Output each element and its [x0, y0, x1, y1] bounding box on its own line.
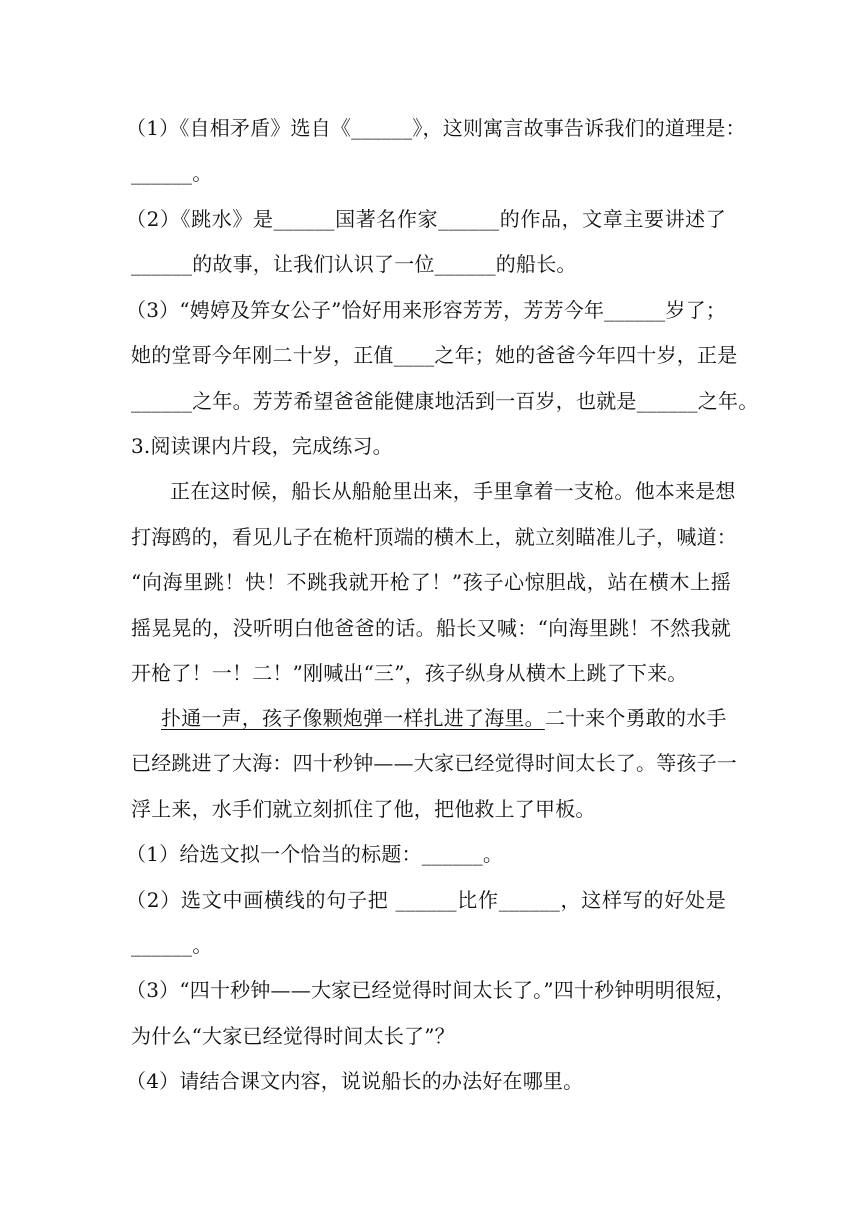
passage-paragraph-1-line-1: 正在这时候，船长从船舱里出来，手里拿着一支枪。他本来是想: [170, 479, 736, 503]
question-3-2-line: （2）选文中画横线的句子把 ______比作______，这样写的好处是: [126, 888, 726, 912]
underlined-sentence: 扑通一声，孩子像颗炮弹一样扎进了海里。: [161, 706, 545, 730]
question-1-3-line-2: 她的堂哥今年刚二十岁，正值____之年；她的爸爸今年四十岁，正是: [131, 343, 738, 367]
question-3-2-answer-blank: ______。: [131, 933, 213, 957]
question-1-2-line: （2）《跳水》是______国著名作家______的作品，文章主要讲述了: [126, 207, 726, 231]
question-1-3-line-3: ______之年。芳芳希望爸爸能健康地活到一百岁，也就是______之年。: [131, 389, 759, 413]
passage-paragraph-1-line-2: 打海鸥的，看见儿子在桅杆顶端的横木上，就立刻瞄准儿子，喊道：: [131, 525, 737, 549]
question-3-3-line: （3）“四十秒钟——大家已经觉得时间太长了。”四十秒钟明明很短，: [126, 978, 736, 1002]
question-1-2-line-continued: ______的故事，让我们认识了一位______的船长。: [131, 252, 577, 276]
section-3-heading: 3.阅读课内片段，完成练习。: [131, 434, 393, 458]
passage-paragraph-2-line-3: 浮上来，水手们就立刻抓住了他，把他救上了甲板。: [131, 797, 596, 821]
question-1-1-line: （1）《自相矛盾》选自《______》，这则寓言故事告诉我们的道理是：: [126, 116, 746, 140]
passage-paragraph-2-line-1: [161, 704, 731, 732]
question-3-3-line-2: 为什么“大家已经觉得时间太长了”？: [131, 1024, 455, 1048]
passage-paragraph-1-line-5: 开枪了！一！二！”刚喊出“三”，孩子纵身从横木上跳了下来。: [131, 661, 688, 685]
question-3-4-line: （4）请结合课文内容，说说船长的办法好在哪里。: [126, 1069, 584, 1093]
passage-paragraph-2-line-2: 已经跳进了大海：四十秒钟——大家已经觉得时间太长了。等孩子一: [131, 751, 737, 775]
question-1-3-line: （3）“娉婷及笄女公子”恰好用来形容芳芳，芳芳今年______岁了；: [126, 298, 726, 322]
passage-paragraph-2-line-1-rest: 二十来个勇敢的水手: [544, 706, 727, 730]
passage-paragraph-1-line-3: “向海里跳！快！不跳我就开枪了！”孩子心惊胆战，站在横木上摇: [131, 570, 731, 594]
question-3-1-line: （1）给选文拟一个恰当的标题：______。: [126, 842, 504, 866]
passage-paragraph-1-line-4: 摇晃晃的，没听明白他爸爸的话。船长又喊：“向海里跳！不然我就: [131, 616, 731, 640]
question-1-1-answer-blank: ______。: [131, 161, 213, 185]
